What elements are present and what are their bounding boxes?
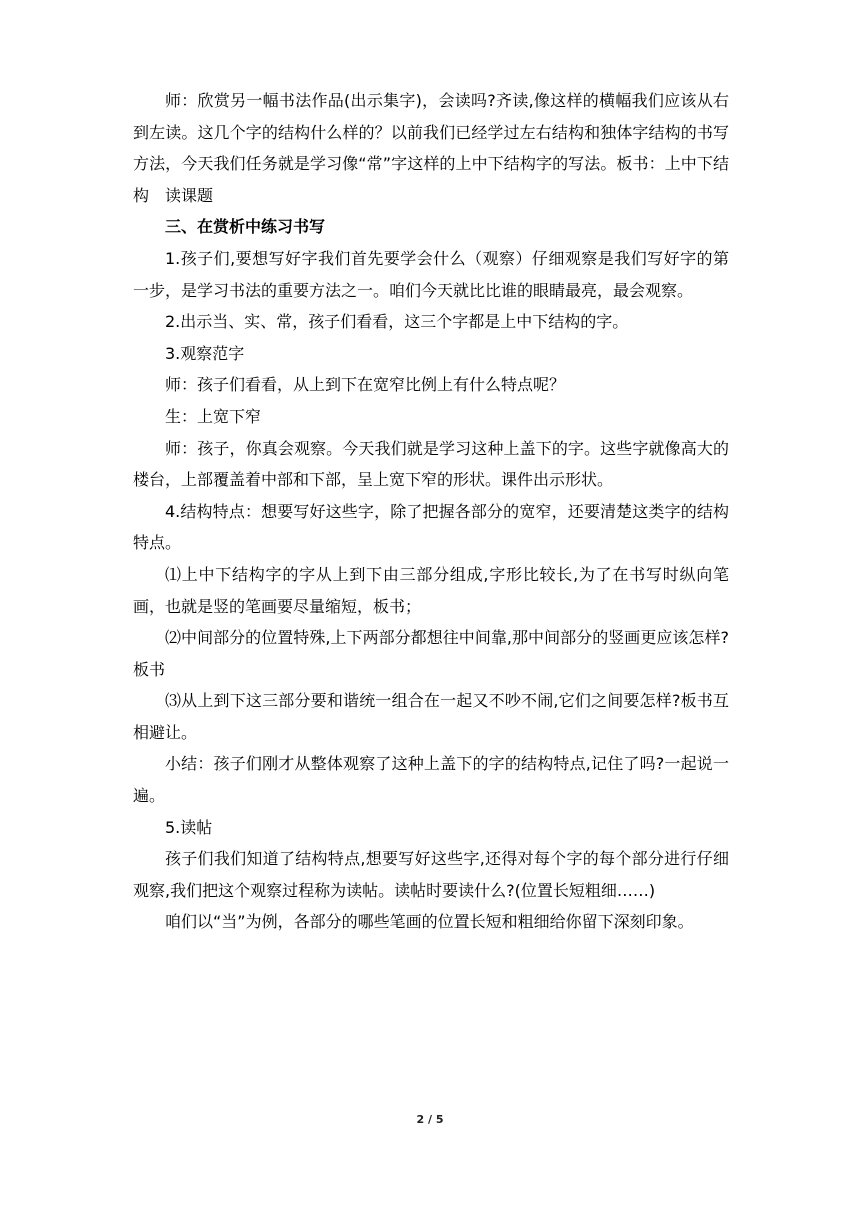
paragraph-point-1: ⑴上中下结构字的字从上到下由三部分组成,字形比较长,为了在书写时纵向笔画，也就是竖的笔画要尽量缩短，板书； [133, 564, 729, 616]
paragraph-summary: 小结：孩子们刚才从整体观察了这种上盖下的字的结构特点,记住了吗?一起说一遍。 [133, 754, 729, 806]
paragraph-teacher-question: 师：孩子们看看，从上到下在宽窄比例上有什么特点呢？ [165, 375, 566, 395]
document-body [133, 85, 729, 938]
paragraph-point-3: ⑶从上到下这三部分要和谐统一组合在一起又不吵不闹,它们之间要怎样?板书互相避让。 [133, 691, 729, 742]
paragraph-reading-practice: 孩子们我们知道了结构特点,想要写好这些字,还得对每个字的每个部分进行仔细观察,我们把这个观察过程称为读帖。读帖时要读什么?(位置长短粗细……) [133, 849, 729, 900]
paragraph-teacher-intro: 师：欣赏另一幅书法作品(出示集字)，会读吗?齐读,像这样的横幅我们应该从右到左读。这几个字的结构什么样的？以前我们已经学过左右结构和独体字结构的书写方法，今天我们任务就是学习像“常”字这样的上中下结构字的写法。板书：上中下结构 读课题 [133, 91, 729, 205]
page-number: 2 / 5 [416, 1113, 444, 1126]
paragraph-teacher-praise: 师：孩子，你真会观察。今天我们就是学习这种上盖下的字。这些字就像高大的楼台，上部覆盖着中部和下部，呈上宽下窄的形状。课件出示形状。 [133, 438, 729, 490]
paragraph-step-1: 1.孩子们,要想写好字我们首先要学会什么（观察）仔细观察是我们写好字的第一步，是学习书法的重要方法之一。咱们今天就比比谁的眼睛最亮，最会观察。 [133, 248, 729, 300]
paragraph-step-4: 4.结构特点：想要写好这些字，除了把握各部分的宽窄，还要清楚这类字的结构特点。 [133, 501, 729, 553]
paragraph-step-2: 2.出示当、实、常，孩子们看看，这三个字都是上中下结构的字。 [165, 312, 629, 332]
paragraph-step-5: 5.读帖 [165, 817, 213, 837]
paragraph-step-3: 3.观察范字 [165, 343, 245, 363]
paragraph-example: 咱们以“当”为例，各部分的哪些笔画的位置长短和粗细给你留下深刻印象。 [165, 912, 694, 932]
paragraph-student-answer: 生：上宽下窄 [165, 406, 262, 426]
section-heading: 三、在赏析中练习书写 [165, 217, 326, 237]
paragraph-point-2: ⑵中间部分的位置特殊,上下两部分都想往中间靠,那中间部分的竖画更应该怎样?板书 [133, 628, 729, 679]
